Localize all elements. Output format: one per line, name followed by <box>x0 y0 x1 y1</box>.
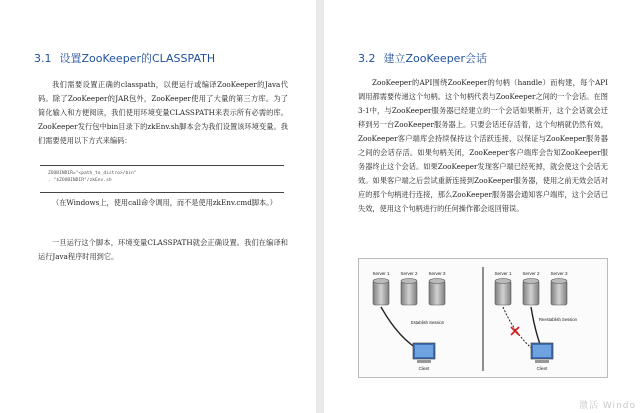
section-heading <box>34 50 215 66</box>
session-diagram-svg <box>359 259 607 377</box>
client-label: Client <box>536 366 548 371</box>
broken-session-link <box>503 307 535 351</box>
server-icon <box>495 279 511 306</box>
server-icon <box>401 279 417 306</box>
left-page <box>0 0 316 413</box>
section-number: 3.2 <box>358 52 376 65</box>
body-paragraph: （在Windows上，使用call命令调用，而不是使用zkEnv.cmd脚本。） <box>52 198 277 207</box>
body-paragraph: 一旦运行这个脚本，环境变量CLASSPATH就会正确设置。我们在编译和运行Java程序时用到它。 <box>38 238 288 261</box>
server-label: Server 3 <box>550 271 568 276</box>
section-heading <box>358 50 487 66</box>
error-x-icon <box>511 327 519 335</box>
server-icon <box>523 279 539 306</box>
body-paragraph: ZooKeeper的API围绕ZooKeeper的句柄（handle）而构建，每个API调用都需要传递这个句柄。这个句柄代表与ZooKeeper之间的一个会话。在图3-1中，与ZooKeeper服务器已经建立的一个会话如果断开，这个会话就会迁移到另一台ZooKeeper服务器上。只要会话还存活着，这个句柄就仍然有效，ZooKeeper客户端库会持续保持这个活跃连接，以保证与ZooKeeper服务器之间的会话存活。如果句柄关闭，ZooKeeper客户端库会告知ZooKeeper服务器终止这个会话。如果ZooKeeper发现客户端已经死掉，就会使这个会话无效。如果客户端之后尝试重新连接到ZooKeeper服务器，使用之前无效会话对应的那个句柄进行连接，那么ZooKeeper服务器会通知客户端库，这个会话已失效，使用这个句柄进行的任何操作都会返回错误。 <box>358 78 608 213</box>
server-icon <box>429 279 445 306</box>
server-label: Server 1 <box>494 271 512 276</box>
section-number: 3.1 <box>34 52 52 65</box>
session-label: Reestablish Session <box>539 317 577 322</box>
client-computer-icon <box>413 343 435 363</box>
session-diagram <box>358 258 608 378</box>
right-page <box>324 0 640 413</box>
server-label: Server 3 <box>428 271 446 276</box>
client-computer-icon <box>531 343 553 363</box>
section-title: 设置ZooKeeper的CLASSPATH <box>59 52 216 65</box>
body-paragraph: 我们需要设置正确的classpath，以便运行或编译ZooKeeper的Java代码。除了ZooKeeper的JAR包外，ZooKeeper使用了大量的第三方库。为了简化输入和方便阅读，我们使用环境变量CLASSPATH来表示所有必需的库。ZooKeeper发行包中bin目录下的zkEnv.sh脚本会为我们设置该环境变量。我们需要使用以下方式来编码： <box>38 80 288 145</box>
server-label: Server 2 <box>400 271 418 276</box>
code-block <box>40 165 284 193</box>
code-line: ZOOBINDIR="<path_to_distro>/bin" <box>48 171 137 176</box>
server-icon <box>373 279 389 306</box>
section-title: 建立ZooKeeper会话 <box>383 52 487 65</box>
session-link <box>531 307 541 347</box>
code-line: . "$ZOOBINDIR"/zkEnv.sh <box>48 178 112 183</box>
server-label: Server 2 <box>522 271 540 276</box>
client-label: Client <box>418 366 430 371</box>
server-icon <box>551 279 567 306</box>
activate-windows-watermark: 激活 Windo <box>579 401 636 411</box>
session-label: Establish Session <box>411 320 445 325</box>
server-label: Server 1 <box>372 271 390 276</box>
